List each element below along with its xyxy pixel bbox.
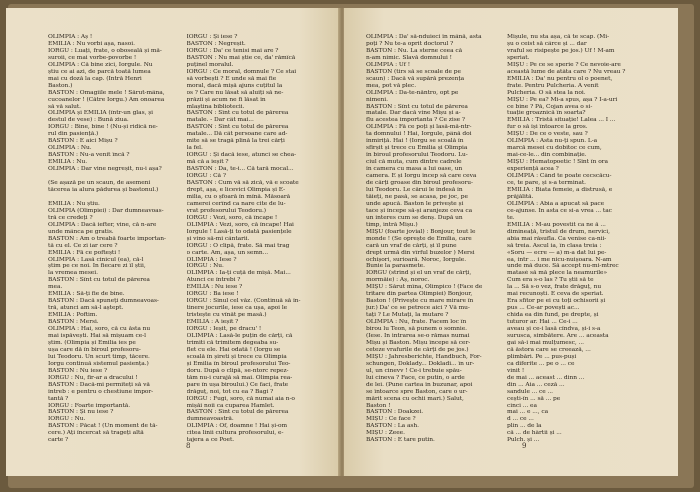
text-line: Baston.) [48, 82, 73, 89]
text-line: OLIMPIA : Că bine zici, Iorgule. Nu [48, 61, 153, 68]
text-line: Pulch. și ... [507, 437, 540, 444]
text-line: OLIMPIA : Fă ce poți și lasă-mă-ntr- [366, 124, 472, 131]
text-line: IORGU : Da' ce tenisi mai are ? [186, 47, 279, 54]
text-line: MIȘU : Ce face ? [366, 416, 416, 423]
text-line: MIȘU : Pe ea? Mi-a spus, așa ? I-a-uri [507, 96, 618, 103]
text-line: matale. - Dar cât mai... [186, 117, 254, 124]
text-line: EMILIA : Biata femeie, a distrusă, e [507, 186, 613, 193]
text-line: ul, un cinevv ! Ce-i trebuie spău- [366, 367, 462, 374]
text-line: prăjălită. [507, 193, 534, 200]
text-line: plin ... de la [507, 423, 542, 430]
text-line: OLIMPIA : Asta nu-ți spun. L-a [507, 138, 598, 145]
text-line: EMILIA : Să-ți fie de bine. [48, 291, 125, 298]
text-line: rul din pasiență.) [48, 131, 99, 138]
text-line: sandule ... ce ... [507, 388, 554, 395]
text-line: citea linii cultura profesorului, e- [186, 430, 284, 437]
text-line: OLIMPIA : Vezi, soro, că încape! Hai [186, 221, 294, 228]
text-line: tantă ? [48, 395, 69, 402]
right-column-1 [366, 34, 499, 444]
text-line: flu acestea importanta ? Ce zise ? [366, 117, 466, 124]
text-line: EMILIA : Tristă situație! Lalea ... I ... [507, 117, 616, 124]
text-line: IORGU : Bine, bine ! (Nu-și ridică ne- [48, 124, 158, 131]
text-line: știu ce ai azi, de parcă toată lumea [48, 68, 151, 75]
text-line: în camera cu masa a lui oase, un [366, 166, 463, 173]
text-line: jur.) Da' ce se petrece aici ? Vă mu- [366, 305, 470, 312]
text-line: suroii, ce mai vorbe-povorbe ! [48, 54, 137, 61]
text-line: BASTON : Am o treabă foarte importan- [48, 235, 166, 242]
text-line: BASTON : La ash. [366, 423, 419, 430]
text-line: n-am nimic. Slavă domnului ! [366, 54, 452, 61]
text-line: IORGU : Și dacă iese, atunci se chea- [186, 152, 297, 159]
text-line: MIȘU : Zeee. [366, 430, 405, 437]
text-line: tinere jocurile, iese ca ușa, apoi le [186, 305, 288, 312]
text-line: trimiti că trimitem degeaba su- [186, 339, 279, 346]
text-line: BASTON : Dacă-mi permiteți să vă [48, 381, 150, 388]
text-line: ceteze vrafurile de cărți de pe jos.) [366, 346, 469, 353]
text-line: Baston ! [366, 402, 391, 409]
text-line: scaun) : Dacă vă supără prezența [366, 75, 465, 82]
text-line: OLIMPIA : Iese ? [186, 256, 237, 263]
text-line: se întoarce spre Baston, care o ur- [366, 388, 468, 395]
text-line: BASTON : Nu-a venit încă ? [48, 152, 130, 159]
text-line: OLIMPIA : Da-te-năntro, opt pe [366, 89, 459, 96]
text-line: aveau și ce-i lasă cîndva, și-i s-a [507, 326, 601, 333]
text-line: abia mai răsufla. Ca venise ca-nii- [507, 235, 607, 242]
text-line: ușa care dă în biroul profesoru- [48, 346, 141, 353]
text-line: milia, cu o șfoară în mînă. Măsoară [186, 193, 291, 200]
text-line: IORGU : Că ? [186, 173, 226, 180]
text-line: IORGU : Ieșit, pe dracu' ! [186, 326, 262, 333]
text-line: ea, intr ... i me nicu-nuișoara. N-am [507, 256, 612, 263]
text-line: OLIMPIA : Abia a apucat să pace [507, 200, 605, 207]
text-line: IORGU : Foarte importantă. [48, 402, 131, 409]
text-line: BASTON : Sînt cu totul de părerea [366, 103, 468, 110]
text-line: de lei. (Pune cartea în buzunar, apoi [366, 381, 473, 388]
text-line: întreb : e pentru o chestiune impor- [48, 388, 154, 395]
text-line: BASTON : E tare putin. [366, 437, 435, 444]
text-line: OLIMPIA (Olimpiei) : Dar dumneavoas- [48, 207, 164, 214]
text-line: la fel. [186, 145, 203, 152]
text-line: puținel moralul. [186, 61, 234, 68]
text-line: tuație groaznică în soarta? [507, 110, 586, 117]
text-line: IORGU : Ce moral, domnule ? Ce stai [186, 68, 297, 75]
text-line: MIȘU : Pe ce se sperie ? Ce nevoie-are [507, 61, 621, 68]
text-line: IORGU : Fugi, soro, că numai aia n-o [186, 395, 295, 402]
text-line: MIȘU (foarte jovial) : Bonjour, tout le [366, 228, 476, 235]
text-line: BASTON : Da, te-i... Că tară mocal... [186, 166, 294, 173]
text-line: BASTON : Păcat ! (Un moment de tă- [48, 423, 158, 430]
text-line: că ... de hârtii și ... [507, 430, 562, 437]
text-line: să vorbești ? E unde să mai fie [186, 75, 277, 82]
text-line: tajera a ce Poet. [186, 437, 235, 444]
text-line: tă cu el. Ce zi iar cere ? [48, 242, 118, 249]
text-line: speriat. [507, 54, 530, 61]
text-line: IORGU : Vezi, soro, că încape ! [186, 214, 278, 221]
text-line: flet cu ele. Hai odată ! (Iorgu se [186, 346, 281, 353]
text-line: OLIMPIA : Of, doamne ! Hai și-om [186, 423, 288, 430]
text-line: Mișu și Baston. Mișu începe să cer- [366, 339, 471, 346]
text-line: ce, te pare, și s-a terminat. [507, 180, 586, 187]
text-line [48, 194, 179, 201]
text-line: BASTON : Cum vă să zică, vă e scoate [186, 180, 299, 187]
text-line: doru. După o clipă, se-ntorc repez- [186, 367, 289, 374]
text-line: birou lu Teon, să punem o somnie. [366, 326, 467, 333]
text-line: BASTON : Sînt cu totul de părerea [186, 409, 289, 416]
text-line: mai ispăvești. Hai să mișuam ce-l [48, 332, 146, 339]
text-line: lui Teodoru. Un scurt timp, tăcere. [48, 353, 150, 360]
text-line: pare în ușa biroului.) Ce faci, frate [186, 381, 289, 388]
text-line: în biroul profesorului Teodoru. Lu- [366, 152, 468, 159]
text-line: timp, intră Mișu.) [366, 221, 418, 228]
text-line: MIȘU : Jahresberichte, Handbuch, For- [366, 353, 482, 360]
text-line: BASTON : Și nu iese ? [48, 409, 114, 416]
text-line: Iorgu continuă sistemul pasiența.) [48, 360, 149, 367]
text-line: EMILIA : M-au povestit ca ne ă ... [507, 221, 606, 228]
text-line: la ... Să s-o vez, frate drăguț, nu [507, 284, 602, 291]
text-line: moral, dacă mișă ajuns cuțitul la [186, 82, 283, 89]
text-line: cinci ... ea [507, 402, 537, 409]
text-line: cești-în ... să ... pe [507, 395, 561, 402]
text-line: lui Teodoru. Le cărui le îndesă în [366, 186, 463, 193]
page-number-right: 9 [522, 442, 527, 450]
text-line: gai să-i mai mulțumesc, ... [507, 339, 585, 346]
text-line: surusca, simbătere. Are ... aceasta [507, 332, 609, 339]
text-line: unde mânca pe gratis. [48, 228, 114, 235]
text-line: OLIMPIA : Nu, frate. Facem loc în [366, 319, 467, 326]
text-line: experiență acea ? [507, 166, 559, 173]
text-line: BASTON : Doakzei. [366, 409, 424, 416]
text-line: destul de vese) : Bună ziua. [48, 117, 129, 124]
text-line: OLIMPIA : Nu. [48, 145, 92, 152]
text-line: BASTON : Nu. La sterne ceea că [366, 47, 463, 54]
text-line: OLIMPIA : Dacă iefter, vine, că n-are [48, 221, 157, 228]
text-line: matasé să mă plece la neamurile» [507, 270, 608, 277]
text-line: dimineață, tristul de drum, nervici, [507, 228, 610, 235]
text-line: IORGU : O clipă, frate. Să mai trag [186, 242, 290, 249]
text-line: știm. (Olimpia și Emilia ies pe [48, 339, 136, 346]
left-column-2 [187, 34, 318, 444]
text-line: și vino să-mi cântarii. [186, 235, 250, 242]
text-line: unde mă duce. Să accept nu-mi-mtrec [507, 263, 619, 270]
text-line: BASTON : Negreșit. [186, 40, 246, 47]
text-line: că ăstora care se creează, ... [507, 346, 591, 353]
text-line: tăm nu-i curajă să mai. Olimpia rea- [186, 374, 293, 381]
text-line: vrat profesorului Teodoru.) [186, 207, 267, 214]
text-line: lui cineva ? Face, ce putin, o arde [366, 374, 465, 381]
text-line: camerei cerînd ca nare cite de lu- [186, 200, 286, 207]
text-line: cere.) Ați încercat să trageți altă [48, 430, 144, 437]
text-line: mai cu doză la cap. (Intră Henri [48, 75, 142, 82]
text-line: BASTON : Sînt cu totul de părerea [48, 277, 150, 284]
text-line: OLIMPIA : Aș ! [48, 34, 93, 40]
text-line: «Soru — ecre — a) m-a dat lui pe- [507, 249, 607, 256]
text-line: BASTON : Nu mai știe ce, da' rămîcă [186, 54, 296, 61]
text-line: MIȘU : De ce o veste, sau ? [507, 131, 588, 138]
text-line: unde apucă. Baston le privește și [366, 200, 464, 207]
right-page-columns [366, 34, 640, 444]
text-line: OLIMPIA : Hai, soro, că cu ăsta nu [48, 326, 151, 333]
text-line: OLIMPIA : Lasă-le puțin de cărți, că [186, 332, 293, 339]
text-line: mărit scena cu ochii mari.) Salut, [366, 395, 464, 402]
text-line: schungen, Doklady... Dokladi... în ur- [366, 360, 475, 367]
text-line: Atunci ce întrebi ? [186, 277, 241, 284]
text-line: mișăi noii ca cuparea Hamlet. [186, 402, 275, 409]
text-line: Iorgule ! Lasă-ți to odată pasiențele [186, 228, 292, 235]
text-line: mormăie) : Aș, noroc. [366, 277, 430, 284]
left-page-columns [48, 34, 317, 444]
text-line: os ? Care nu lăsat să aluiți să ne- [186, 89, 284, 96]
text-line: să vă salut. [48, 103, 81, 110]
right-column-2 [507, 34, 640, 444]
text-line: ca diferite ... pe o ... ce [507, 360, 575, 367]
text-line: Baston ! (Privește cu mare mirare în [366, 298, 474, 305]
text-line: BASTON : Mersi. [48, 319, 99, 326]
text-line: monde ! (Se oprește de Emilia, care [366, 235, 472, 242]
text-line: trîtare din partea Olimpiei) Bonjour, [366, 291, 473, 298]
text-line: Cum era s-o las ? Tu știi să te [507, 277, 594, 284]
text-line: matale. Dar dacă vine Mișu și a- [366, 110, 461, 117]
text-line: cară un vraf de cărți, și îl pune [366, 242, 457, 249]
text-line: EMILIA : Poftim. [48, 312, 98, 319]
text-line: OLIMPIA : Dar vine negreșit, nu-i așa? [48, 166, 162, 173]
text-line: prăzii și acum ne fi lăsat în [186, 96, 266, 103]
text-line: Bunie la parasmete. [366, 263, 425, 270]
text-line: mite să se tragă plină la trei cărți [186, 138, 285, 145]
text-line: matale... Dă cât persoane care ad- [186, 131, 288, 138]
text-line: această lume de atâta care ? Nu vreau ? [507, 68, 626, 75]
text-line [48, 173, 179, 180]
text-line: IORGU : Sinul cel văz. (Continuă să în- [186, 298, 301, 305]
text-line: drept, așa, e licevici Olimpia și E- [186, 186, 286, 193]
text-line: BASTON : Omagiile mele ! Sărut-mâna, [48, 89, 165, 96]
text-line: mea. [48, 284, 63, 291]
text-line: EMILIA : Nu vorbi așa, nasoi. [48, 40, 135, 47]
text-line: OLIMPIA : Uf ! [366, 61, 411, 68]
text-line: tăieți, ne pasă, se acasa, pe joc, pe [366, 193, 468, 200]
text-line: MIȘU : Hematopoetic ! Sînt în ora [507, 159, 608, 166]
text-line: poți ? Nu te-a oprit doctorul ? [366, 40, 454, 47]
text-line: carte ? [48, 437, 69, 444]
page-number-left: 8 [186, 442, 191, 450]
text-line: EMILIA : Nu. [48, 159, 88, 166]
text-line: vinit ! [507, 367, 525, 374]
text-line: EMILIA : Fă ce poftești ! [48, 249, 121, 256]
text-line: mai-ce-le... din combinație. [507, 152, 587, 159]
text-line: nimeni. [366, 96, 388, 103]
text-line: de cărți groase din biroul profesoru- [366, 180, 473, 187]
text-line: OLIMPIA : Când te poate cecscăcu- [507, 173, 612, 180]
text-line: drept urmă din vîrful buzelor ) Mersi [366, 249, 475, 256]
text-line: Pulcheria. O să stea la noi. [507, 89, 586, 96]
text-line: scoală în șireti și trece cu Olimpia [186, 353, 287, 360]
text-line: înmiriță. Hai ! (Iorgu se scoală în [366, 138, 464, 145]
text-line: IORGU : Ba iese ! [186, 291, 239, 298]
text-line: drăguț, noi, tot cu ea ? Bagi ? [186, 388, 274, 395]
text-line: (Iese. În intrarea se-o rămas numai [366, 332, 470, 339]
text-line: plimbări. Pe ... pus-puși [507, 353, 577, 360]
text-line: IORGU : Și iese ? [186, 34, 238, 40]
text-line: EMILIA : Nu știu. [48, 200, 100, 207]
text-line: tați ? Le Mutați, la mutare ? [366, 312, 449, 319]
text-line: un interes cum se denș. După un [366, 214, 463, 221]
text-line: o carte. Am, așa, un semn... [186, 249, 269, 256]
right-page [344, 8, 678, 476]
text-line: IORGU : Nu. [48, 416, 86, 423]
text-line: tuturor ar. Hai ... Ce-i ... [507, 319, 578, 326]
text-line: frate. Pentru Pulcheria. A venit [507, 82, 599, 89]
text-line: Era sfîtor pe ei cu toți ochisorii și [507, 298, 606, 305]
text-line: pus ... Ce-ar povești ac... [507, 305, 580, 312]
text-line: IORGU : Nu, fir-ar a dracului ! [48, 374, 138, 381]
text-line: ce-ajunse. In asta ce si-a vrea ... tac [507, 207, 612, 214]
text-line: să treia. Ascul ia, în clasa treia : [507, 242, 602, 249]
text-line: Mișule, nu sta așa, că te scap. (Mi- [507, 34, 610, 40]
text-line: mai recunoști. E ceva de speriat. [507, 291, 604, 298]
text-line: tră ce credeți ? [48, 214, 93, 221]
text-line: ochișori, surioară. Noroc, Iorgule. [366, 256, 467, 263]
text-line: din ... Aia ... ceză ... [507, 381, 565, 388]
text-line: camera. E și Iorgu încep să care ceva [366, 173, 477, 180]
text-line: ta domnului ! Hai, Iorgule, până doi [366, 131, 472, 138]
text-line: mlaștina bibliotecii. [186, 103, 245, 110]
text-line: șu o ceist să cârce și ... dar [507, 40, 587, 47]
text-line: și Emilia în biroul profesorului Teo- [186, 360, 291, 367]
text-line: (Se așază pe un scaun, de asemeni [48, 180, 151, 187]
text-line: ce bine ? Pă, Cojan avea o si- [507, 103, 593, 110]
text-line: BASTON : E aici Mișu ? [48, 138, 118, 145]
text-line: vraful se risipește pe jos.) Uf ! M-am [507, 47, 615, 54]
text-line: tăcerea ia alura pădurea și bastonul.) [48, 186, 159, 193]
text-line: dumneavoastră. [186, 416, 234, 423]
text-line: OLIMPIA : Da' să-nduieci în mână, asta [366, 34, 482, 40]
text-line: marcă mesei cu dobitoc ce cum, [507, 145, 602, 152]
text-line: fur o să își întoarce la gros. [507, 124, 588, 131]
left-column-1 [48, 34, 179, 444]
text-line: tace și începe să-și aranjeze ceva ca [366, 207, 473, 214]
text-line: la vremea mesei. [48, 270, 98, 277]
text-line: tră, atunci am să-l aștept. [48, 305, 124, 312]
text-line: mea, pot vă plec. [366, 82, 417, 89]
text-line: BASTON (tirs să se scoale de pe [366, 68, 461, 75]
text-line: IORGU (strînd și el un vraf de cărți, [366, 270, 472, 277]
text-line: BASTON : Sînt cu totul de părerea [186, 124, 289, 131]
text-line: tristește cu vînăt pe masă.) [186, 312, 267, 319]
text-line: IORGU : Nu. [186, 263, 224, 270]
text-line: BASTON : Sînt cu totul de părerea [186, 110, 289, 117]
text-line: OLIMPIA și EMILIA (într-un glas, și [48, 110, 154, 117]
text-line: cucoanelor ! (Către Iorgu.) Am onoarea [48, 96, 165, 103]
text-line: sfîrșit și trece cu Emilia și Olimpia [366, 145, 468, 152]
text-line: BASTON : Dacă spuneți dumneavoas- [48, 298, 159, 305]
text-line: IORGU : Luați, frate, o oboseală și mă- [48, 47, 162, 54]
text-line: OLIMPIA : Ia-ți cuță de mișă. Mai... [186, 270, 291, 277]
text-line: mă că a ieșit ? [186, 159, 229, 166]
text-line: BASTON : Nu iese ? [48, 367, 108, 374]
text-line: te. [507, 214, 515, 221]
text-line: OLIMPIA : Lasă cinicul (ea), că-l [48, 256, 144, 263]
text-line: d ... ce ... [507, 416, 534, 423]
text-line: de mai ... aceast ... dinn ... [507, 374, 585, 381]
text-line: MIȘU : Sărut mîna, Olimpico ! (Face de [366, 284, 483, 291]
left-page [6, 8, 340, 476]
text-line: ciul că muta, cum dintre cadrele [366, 159, 462, 166]
text-line: EMILIA : A ieșit ? [186, 319, 239, 326]
text-line: chida ea din fund, pe drepte, și [507, 312, 599, 319]
text-line: EMILIA : Da' nu pentru ol o poenet, [507, 75, 613, 82]
text-line: știm pe ce noi. În fiecare zi îl știi, [48, 263, 146, 270]
text-line: mai ... e ..., ca [507, 409, 549, 416]
text-line: EMILIA : Nu iese ? [186, 284, 243, 291]
